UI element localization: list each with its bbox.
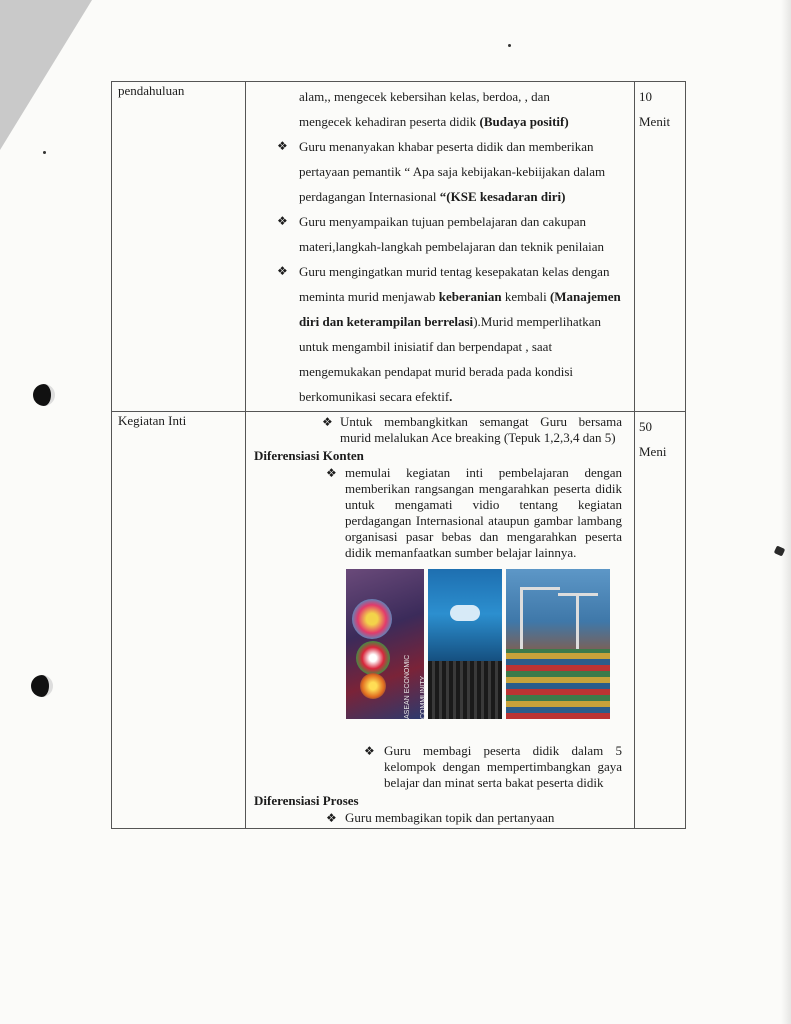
time-unit: Menit [639,114,671,129]
table-row-pendahuluan [112,82,686,412]
item-bold: (Manajemen diri dan keterampilan berrelasi [299,289,621,329]
punch-hole-bottom [31,675,53,697]
intro-line [250,84,630,134]
item-text: kembali [504,289,547,304]
item-bold: . [449,389,453,404]
asean-community-image [346,569,427,719]
subheading: Diferensiasi Konten [254,448,364,463]
item-text: Guru membagikan topik dan pertanyaan [345,810,555,825]
image-caption: ASEAN ECONOMIC COMMUNITY [404,654,427,719]
time-value: 50 [639,419,652,434]
activity-cell [246,82,635,412]
bullet-icon: ❖ [322,415,333,429]
image-strip [346,569,630,719]
list-item [250,209,630,259]
item-bold: keberanian [438,289,502,304]
stage-label: Kegiatan Inti [118,413,187,428]
trade-forum-image [428,569,502,719]
item-text: Untuk membangkitkan semangat Guru bersama murid melalukan Ace breaking (Tepuk 1,2,3,4 dan 5) [340,414,622,445]
stage-label: pendahuluan [118,83,185,98]
list-item [250,259,630,409]
item-text: Guru menanyakan khabar peserta didik dan memberikan pertayaan pemantik “ Apa saja kebijakan-kebiijakan dalam perdagangan Internasional [299,139,606,204]
time-cell [635,412,686,829]
bullet-icon: ❖ [277,214,288,228]
time-unit: Meni [639,444,667,459]
item-bold: “(KSE kesadaran diri) [439,189,566,204]
time-value: 10 [639,89,652,104]
intro-bold: (Budaya positif) [479,114,569,129]
list-item [250,414,630,446]
scan-dot [43,151,46,154]
time-cell [635,82,686,412]
bullet-icon: ❖ [326,811,337,825]
item-text: memulai kegiatan inti pembelajaran dengan memberikan rangsangan mengarahkan peserta didik untuk mengamati vidio tentang kegiatan perdagangan Internasional ataupun gambar lambang organisasi pasar bebas dan mengarahkan peserta didik memanfaatkan sumber belajar lainnya. [345,465,622,560]
bullet-icon: ❖ [326,466,337,480]
lesson-plan-table [111,81,686,829]
activity-cell [246,412,635,829]
intro-text-2: mengecek kehadiran peserta didik [299,114,477,129]
item-text: Guru membagi peserta didik dalam 5 kelompok dengan mempertimbangkan gaya belajar dan minat serta bakat peserta didik [384,743,622,790]
stage-cell [112,412,246,829]
bullet-icon: ❖ [277,264,288,278]
list-item [250,810,630,826]
list-item [250,134,630,209]
punch-hole-top [33,384,55,406]
bullet-icon: ❖ [364,744,375,758]
scan-edge [781,0,791,1024]
item-text: ).Murid memperlihatkan untuk mengambil inisiatif dan berpendapat , saat mengemukakan pendapat murid berada pada kondisi berkomunikasi secara efektif [299,314,601,404]
scan-dot [508,44,511,47]
subheading: Diferensiasi Proses [254,793,359,808]
item-text: Guru menyampaikan tujuan pembelajaran dan cakupan materi,langkah-langkah pembelajaran dan teknik penilaian [299,214,605,254]
container-port-image [506,569,610,719]
item-text: Guru mengingatkan murid tentag kesepakatan kelas dengan meminta murid menjawab [299,264,610,304]
bullet-icon: ❖ [277,139,288,153]
table-row-kegiatan-inti [112,412,686,829]
list-item [250,465,630,561]
list-item [250,743,630,791]
scan-shadow-corner [0,0,92,150]
intro-text-1: alam,, mengecek kebersihan kelas, berdoa, , dan [299,89,550,104]
stage-cell [112,82,246,412]
